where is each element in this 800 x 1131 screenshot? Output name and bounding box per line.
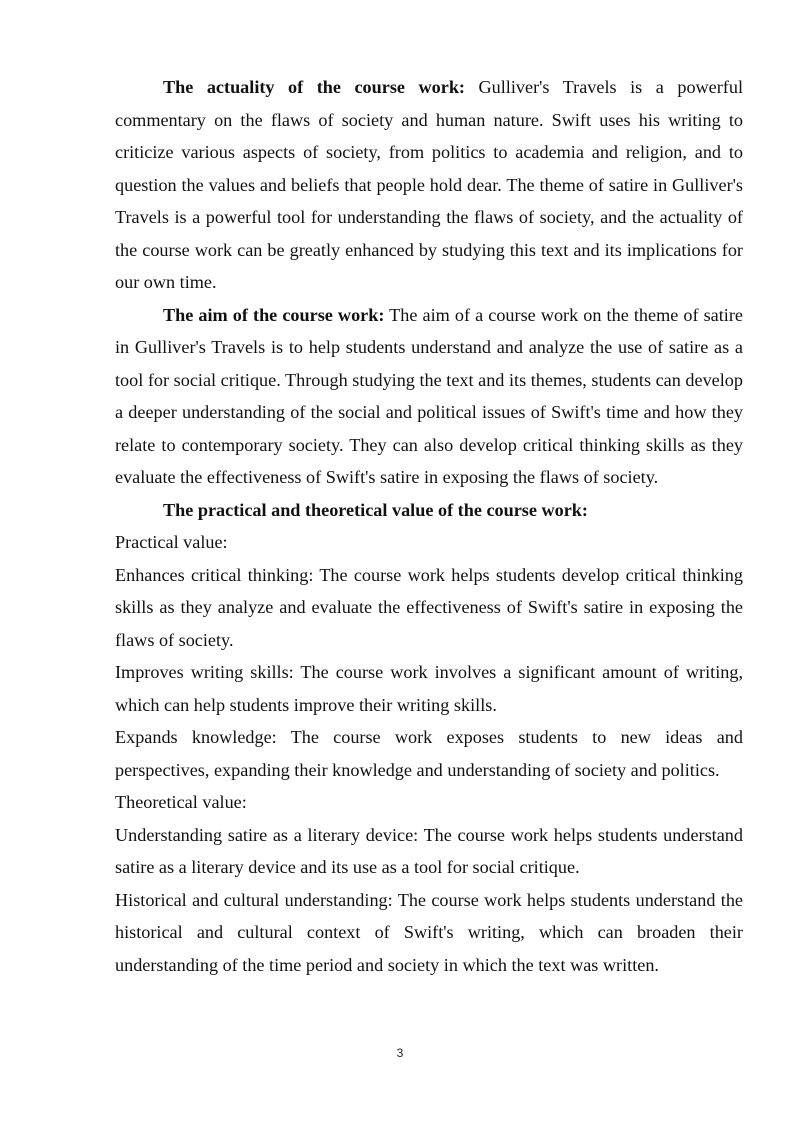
theoretical-item-historical: Historical and cultural understanding: The course work helps students understand the historical and cultural context of Swift's writing, which can broaden their understanding of the time period and society in which the text was written. xyxy=(115,889,743,975)
practical-value-label: Practical value: xyxy=(115,532,228,552)
page-number: 3 xyxy=(396,1046,404,1060)
actuality-paragraph xyxy=(115,71,743,299)
aim-paragraph xyxy=(115,299,743,494)
practical-item-critical-thinking: Enhances critical thinking: The course work helps students develop critical thinking skills as they analyze and evaluate the effectiveness of Swift's satire in exposing the flaws of society. xyxy=(115,564,743,650)
aim-heading: The aim of the course work: xyxy=(163,304,385,325)
actuality-text: Gulliver's Travels is a powerful commentary on the flaws of society and human nature. Swift uses his writing to criticize various aspects of society, from politics to academia and religion, and to question the values and beliefs that people hold dear. The theme of satire in Gulliver's Travels is a powerful tool for understanding the flaws of society, and the actuality of the course work can be greatly enhanced by studying this text and its implications for our own time. xyxy=(115,77,743,292)
practical-item-writing-skills: Improves writing skills: The course work involves a significant amount of writing, which can help students improve their writing skills. xyxy=(115,662,743,715)
actuality-heading: The actuality of the course work: xyxy=(163,77,465,97)
theoretical-value-label: Theoretical value: xyxy=(115,792,247,812)
aim-text: The aim of a course work on the theme of satire in Gulliver's Travels is to help students understand and analyze the use of satire as a tool for social critique. Through studying the text and its themes, students can develop a deeper understanding of the social and political issues of Swift's time and how they relate to contemporary society. They can also develop critical thinking skills as they evaluate the effectiveness of Swift's satire in exposing the flaws of society. xyxy=(115,304,743,487)
theoretical-item-satire: Understanding satire as a literary device: The course work helps students understand satire as a literary device and its use as a tool for social critique. xyxy=(115,824,743,877)
practical-item-knowledge: Expands knowledge: The course work exposes students to new ideas and perspectives, expanding their knowledge and understanding of society and politics. xyxy=(115,727,743,780)
value-heading: The practical and theoretical value of the course work: xyxy=(163,499,588,520)
